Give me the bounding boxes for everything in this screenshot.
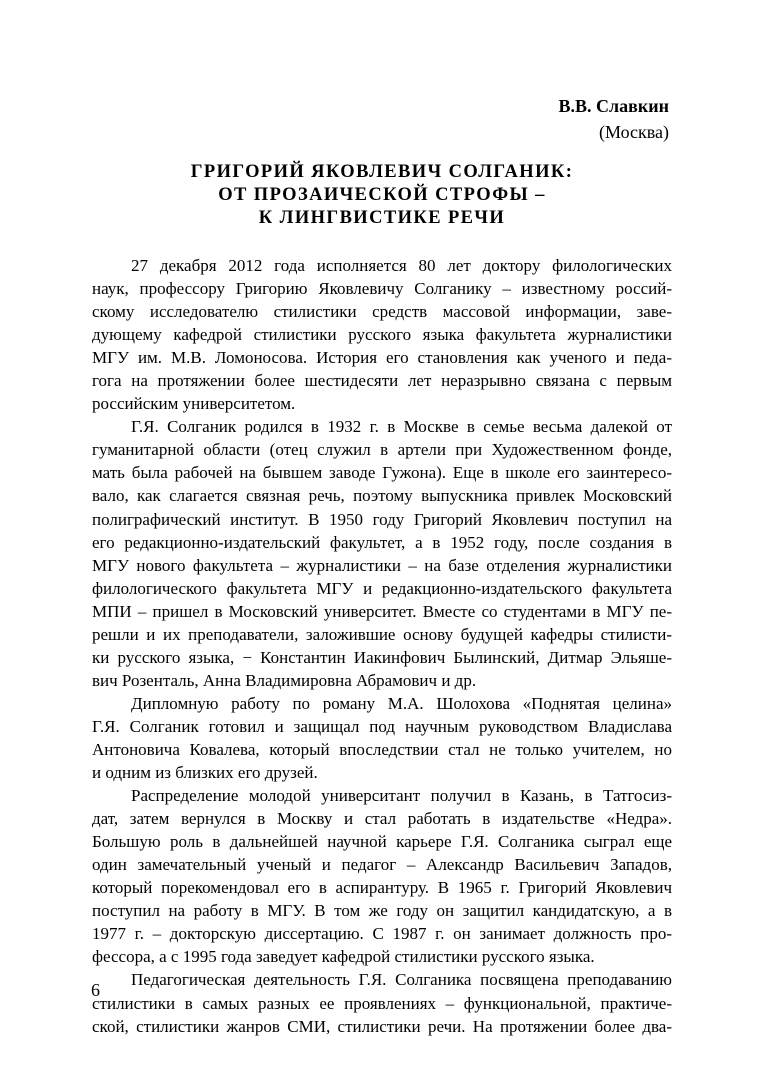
paragraph-line: ской, стилистики жанров СМИ, стилистики речи. На протяжении более два-	[92, 1016, 672, 1036]
paragraph-line: стилистики в самых разных ее проявлениях – функциональной, практиче-	[92, 993, 672, 1013]
paragraph	[92, 692, 672, 784]
paragraph-line: и одним из близких его друзей.	[92, 763, 318, 783]
article-title	[92, 161, 672, 230]
paragraph-line: полиграфический институт. В 1950 году Григорий Яковлевич поступил на	[92, 509, 672, 529]
paragraph-line: МГУ им. М.В. Ломоносова. История его становления как ученого и педа-	[92, 348, 672, 368]
paragraph-line: Г.Я. Солганик родился в 1932 г. в Москве в семье весьма далекой от	[131, 417, 672, 437]
paragraph-line: ки русского языка, − Константин Иакинфович Былинский, Дитмар Эльяше-	[92, 647, 672, 667]
paragraph-line: Распределение молодой университант получил в Казань, в Татгосиз-	[131, 786, 672, 806]
article-body	[92, 254, 672, 1038]
paragraph-line: гуманитарной области (отец служил в артели при Художественном фонде,	[92, 440, 672, 460]
title-line: ОТ ПРОЗАИЧЕСКОЙ СТРОФЫ –	[218, 185, 546, 205]
paragraph	[92, 415, 672, 692]
page-number: 6	[91, 980, 100, 1000]
paragraph-line: наук, профессору Григорию Яковлевичу Солганику – известному россий-	[92, 279, 672, 299]
paragraph-line: дующему кафедрой стилистики русского языка факультета журналистики	[92, 325, 672, 345]
paragraph	[92, 784, 672, 968]
paragraph	[92, 254, 672, 415]
paragraph-line: МГУ нового факультета – журналистики – на базе отделения журналистики	[92, 555, 672, 575]
paragraph-line: один замечательный ученый и педагог – Александр Васильевич Западов,	[92, 855, 672, 875]
author-block	[559, 93, 669, 145]
paragraph	[92, 968, 672, 1037]
paragraph-line: Г.Я. Солганик готовил и защищал под научным руководством Владислава	[92, 716, 672, 736]
paragraph-line: его редакционно-издательский факультет, а в 1952 году, после создания в	[92, 532, 672, 552]
paragraph-line: решли и их преподаватели, заложившие основу будущей кафедры стилисти-	[92, 624, 672, 644]
author-city: (Москва)	[599, 122, 669, 142]
paragraph-line: скому исследователю стилистики средств массовой информации, заве-	[92, 302, 672, 322]
title-line: К ЛИНГВИСТИКЕ РЕЧИ	[258, 208, 506, 228]
paragraph-line: поступил на работу в МГУ. В том же году он защитил кандидатскую, а в	[92, 901, 672, 921]
paragraph-line: вало, как слагается связная речь, поэтому выпускника привлек Московский	[92, 486, 672, 506]
paragraph-line: 1977 г. – докторскую диссертацию. С 1987 г. он занимает должность про-	[92, 924, 672, 944]
paragraph-line: МПИ – пришел в Московский университет. Вместе со студентами в МГУ пе-	[92, 601, 672, 621]
paragraph-line: Антоновича Ковалева, который впоследствии стал не только учителем, но	[92, 739, 672, 759]
paragraph-line: который порекомендовал его в аспирантуру. В 1965 г. Григорий Яковлевич	[92, 878, 672, 898]
author-name: В.В. Славкин	[558, 96, 669, 116]
paragraph-line: Дипломную работу по роману М.А. Шолохова «Поднятая целина»	[131, 693, 672, 713]
paragraph-line: 27 декабря 2012 года исполняется 80 лет доктору филологических	[131, 256, 672, 275]
paragraph-line: Педагогическая деятельность Г.Я. Солганика посвящена преподаванию	[131, 970, 672, 990]
paragraph-line: вич Розенталь, Анна Владимировна Абрамович и др.	[92, 670, 477, 690]
title-line: ГРИГОРИЙ ЯКОВЛЕВИЧ СОЛГАНИК:	[190, 162, 574, 182]
paragraph-line: мать была рабочей на бывшем заводе Гужона). Еще в школе его заинтересо-	[92, 463, 672, 483]
paragraph-line: гога на протяжении более шестидесяти лет неразрывно связана с первым	[92, 371, 672, 391]
paragraph-line: дат, затем вернулся в Москву и стал работать в издательстве «Недра».	[92, 809, 672, 829]
paragraph-line: Большую роль в дальнейшей научной карьере Г.Я. Солганика сыграл еще	[92, 832, 672, 852]
paragraph-line: российским университетом.	[92, 394, 296, 414]
paragraph-line: фессора, а с 1995 года заведует кафедрой стилистики русского языка.	[92, 947, 595, 967]
paragraph-line: филологического факультета МГУ и редакционно-издательского факультета	[92, 578, 672, 598]
